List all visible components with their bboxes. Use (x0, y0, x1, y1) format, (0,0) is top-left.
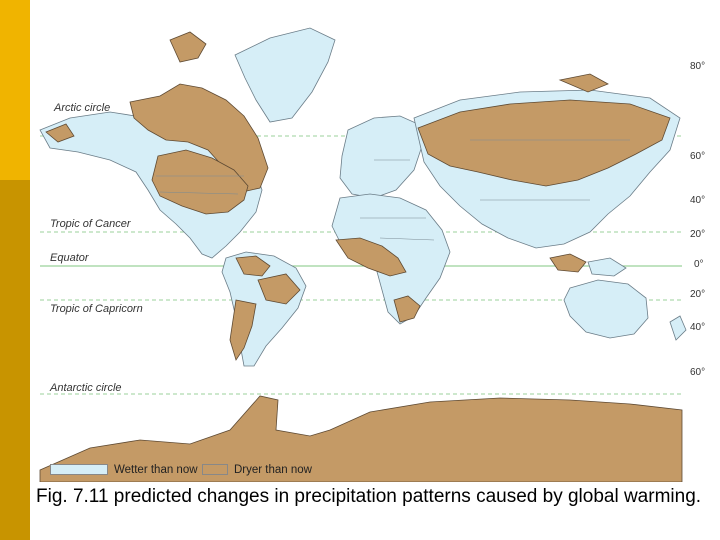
siberian-island-dryer (560, 74, 608, 92)
new-guinea (588, 258, 626, 276)
legend-item-wetter (50, 464, 198, 476)
lat-40n-label: 40° (690, 195, 706, 206)
slide-accent-bar-bottom (0, 180, 30, 540)
tropic-of-capricorn-label: Tropic of Capricorn (50, 303, 143, 315)
lat-0-label: 0° (694, 259, 704, 270)
indonesia-dryer (550, 254, 586, 272)
world-map-svg (30, 0, 720, 482)
world-map (30, 0, 720, 482)
europe (340, 116, 422, 198)
legend-label-dryer: Dryer than now (234, 464, 312, 476)
tropic-of-cancer-label: Tropic of Cancer (50, 218, 131, 230)
legend-swatch-wetter (50, 464, 108, 475)
antarctic-circle-label: Antarctic circle (50, 382, 122, 394)
arctic-circle-label: Arctic circle (54, 102, 111, 114)
lat-80n-label: 80° (690, 61, 706, 72)
legend-label-wetter: Wetter than now (114, 464, 198, 476)
lat-20n-label: 20° (690, 229, 706, 240)
arctic-island-dryer (170, 32, 206, 62)
slide-accent-bar-top (0, 0, 30, 180)
lat-40s-label: 40° (690, 322, 706, 333)
figure-caption: Fig. 7.11 predicted changes in precipitation patterns caused by global warming. (36, 486, 702, 507)
legend-swatch-dryer (202, 464, 228, 475)
australia (564, 280, 648, 338)
equator-label: Equator (50, 252, 89, 264)
legend-item-dryer (202, 464, 312, 476)
lat-60s-label: 60° (690, 367, 706, 378)
greenland (235, 28, 335, 122)
new-zealand (670, 316, 686, 340)
lat-20s-label: 20° (690, 289, 706, 300)
lat-60n-label: 60° (690, 151, 706, 162)
